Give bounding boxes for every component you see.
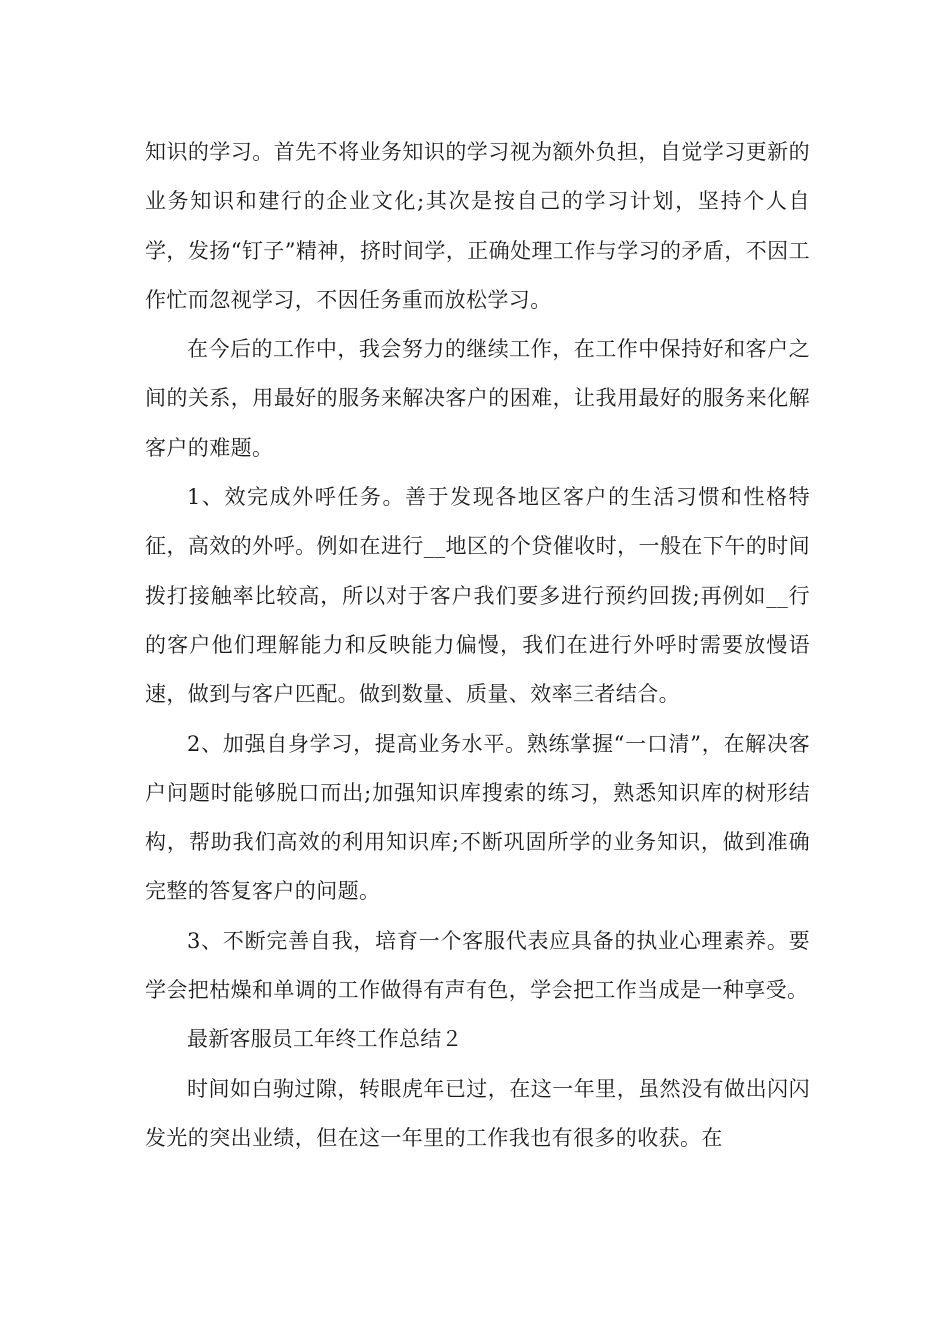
document-page <box>145 128 810 1163</box>
paragraph-item-2: 2、加强自身学习，提高业务水平。熟练掌握“一口清”，在解决客户问题时能够脱口而出;加强知识库搜索的练习，熟悉知识库的树形结构，帮助我们高效的利用知识库;不断巩固所学的业务知识，做到准确完整的答复客户的问题。 <box>145 731 810 904</box>
paragraph-item-3: 3、不断完善自我，培育一个客服代表应具备的执业心理素养。要学会把枯燥和单调的工作做得有声有色，学会把工作当成是一种享受。 <box>145 928 810 1003</box>
paragraph-study: 知识的学习。首先不将业务知识的学习视为额外负担，自觉学习更新的业务知识和建行的企业文化;其次是按自己的学习计划，坚持个人自学，发扬“钉子”精神，挤时间学，正确处理工作与学习的矛盾，不因工作忙而忽视学习，不因任务重而放松学习。 <box>145 140 810 312</box>
paragraph-summary-intro: 时间如白驹过隙，转眼虎年已过，在这一年里，虽然没有做出闪闪发光的突出业绩，但在这一年里的工作我也有很多的收获。在 <box>145 1076 810 1150</box>
paragraph-item-1: 1、效完成外呼任务。善于发现各地区客户的生活习惯和性格特征，高效的外呼。例如在进行__地区的个贷催收时，一般在下午的时间拨打接触率比较高，所以对于客户我们要多进行预约回拨;再例如__行的客户他们理解能力和反映能力偏慢，我们在进行外呼时需要放慢语速，做到与客户匹配。做到数量、质量、效率三者结合。 <box>145 485 810 707</box>
paragraph-future-work: 在今后的工作中，我会努力的继续工作，在工作中保持好和客户之间的关系，用最好的服务来解决客户的困难，让我用最好的服务来化解客户的难题。 <box>145 337 810 460</box>
section-heading: 最新客服员工年终工作总结２ <box>187 1027 463 1052</box>
